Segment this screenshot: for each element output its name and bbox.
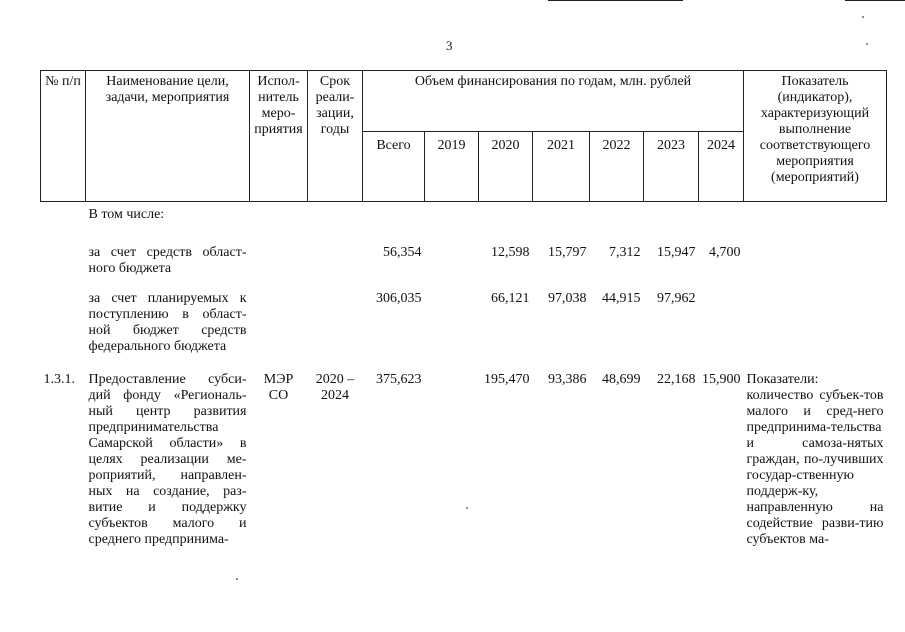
cell-num [41,291,86,372]
cell-2022: 7,312 [609,245,641,260]
cell-2023 [644,202,699,246]
cell-2020: 66,121 [491,291,530,306]
col-header-year: 2022 [590,132,644,202]
cell-executor [250,202,308,246]
top-edge-line [548,0,683,1]
cell-executor: МЭР СО [263,372,294,403]
cell-2024 [699,202,744,246]
cell-executor [250,291,308,372]
cell-indicator: Показатели: количество субъек-тов малого и сред-него предпринима-тельства и самоза-нятых граждан, по-лучивших государ-ственную поддерж-ку, направленную на содействие разви-тию субъектов ма- [746,372,884,547]
col-header-year: 2019 [425,132,479,202]
cell-2023: 22,168 [657,372,696,387]
col-header-year: 2024 [699,132,744,202]
cell-executor [250,245,308,291]
col-header-name: Наименование цели, задачи, мероприятия [86,71,250,202]
table-row [41,202,887,246]
cell-2022 [590,202,644,246]
cell-2021 [533,202,590,246]
cell-name: Предоставление субси-дий фонду «Региональ-ный центр развития предпринимательства Самарской области» в целях реализации ме-роприятий, направлен-ных на создание, раз-витие и поддержку субъектов малого и среднего предпринима- [88,372,247,547]
scan-speck [866,43,868,45]
table-row [41,245,887,291]
col-header-number: № п/п [41,71,86,202]
cell-2019 [425,291,479,372]
table-row [41,291,887,372]
cell-name: В том числе: [88,207,165,222]
top-edge-line [845,0,905,1]
cell-indicator [744,202,887,246]
page-number: 3 [446,38,453,53]
col-header-year: 2020 [479,132,533,202]
cell-indicator [744,245,887,291]
cell-2020: 195,470 [484,372,530,387]
cell-total: 306,035 [376,291,422,306]
cell-total: 375,623 [376,372,422,387]
cell-num: 1.3.1. [43,372,75,387]
cell-term: 2020 – 2024 [315,372,355,403]
cell-2024: 4,700 [709,245,741,260]
col-header-year: 2023 [644,132,699,202]
cell-2020: 12,598 [491,245,530,260]
header-row [41,71,887,132]
cell-2022: 48,699 [602,372,641,387]
cell-term [308,291,363,372]
cell-2019 [425,372,479,548]
col-header-total: Всего [363,132,425,202]
cell-2023: 97,962 [657,291,696,306]
cell-2021: 93,386 [548,372,587,387]
scan-speck [862,16,864,18]
cell-term [308,245,363,291]
cell-2024 [699,291,744,372]
table-row [41,372,887,548]
col-header-indicator: Показатель (индикатор), характеризующий выполнение соответствующего мероприятия (мероприятий) [744,71,887,202]
scan-speck [236,578,238,580]
cell-2022: 44,915 [602,291,641,306]
cell-2020 [479,202,533,246]
cell-total [363,202,425,246]
col-header-executor: Испол-нитель меро-приятия [250,71,308,202]
col-header-year: 2021 [533,132,590,202]
cell-2024: 15,900 [702,372,741,387]
col-header-financing: Объем финансирования по годам, млн. рублей [363,71,744,132]
cell-term [308,202,363,246]
cell-2021: 97,038 [548,291,587,306]
cell-name: за счет планируемых к поступлению в област-ной бюджет средств федерального бюджета [88,291,247,354]
cell-num [41,202,86,246]
cell-name: за счет средств област-ного бюджета [88,245,247,276]
cell-2019 [425,245,479,291]
cell-num [41,245,86,291]
financing-table [40,70,887,548]
cell-2019 [425,202,479,246]
cell-2023: 15,947 [657,245,696,260]
cell-2021: 15,797 [548,245,587,260]
cell-indicator [744,291,887,372]
cell-total: 56,354 [383,245,422,260]
col-header-term: Срок реали-зации, годы [308,71,363,202]
